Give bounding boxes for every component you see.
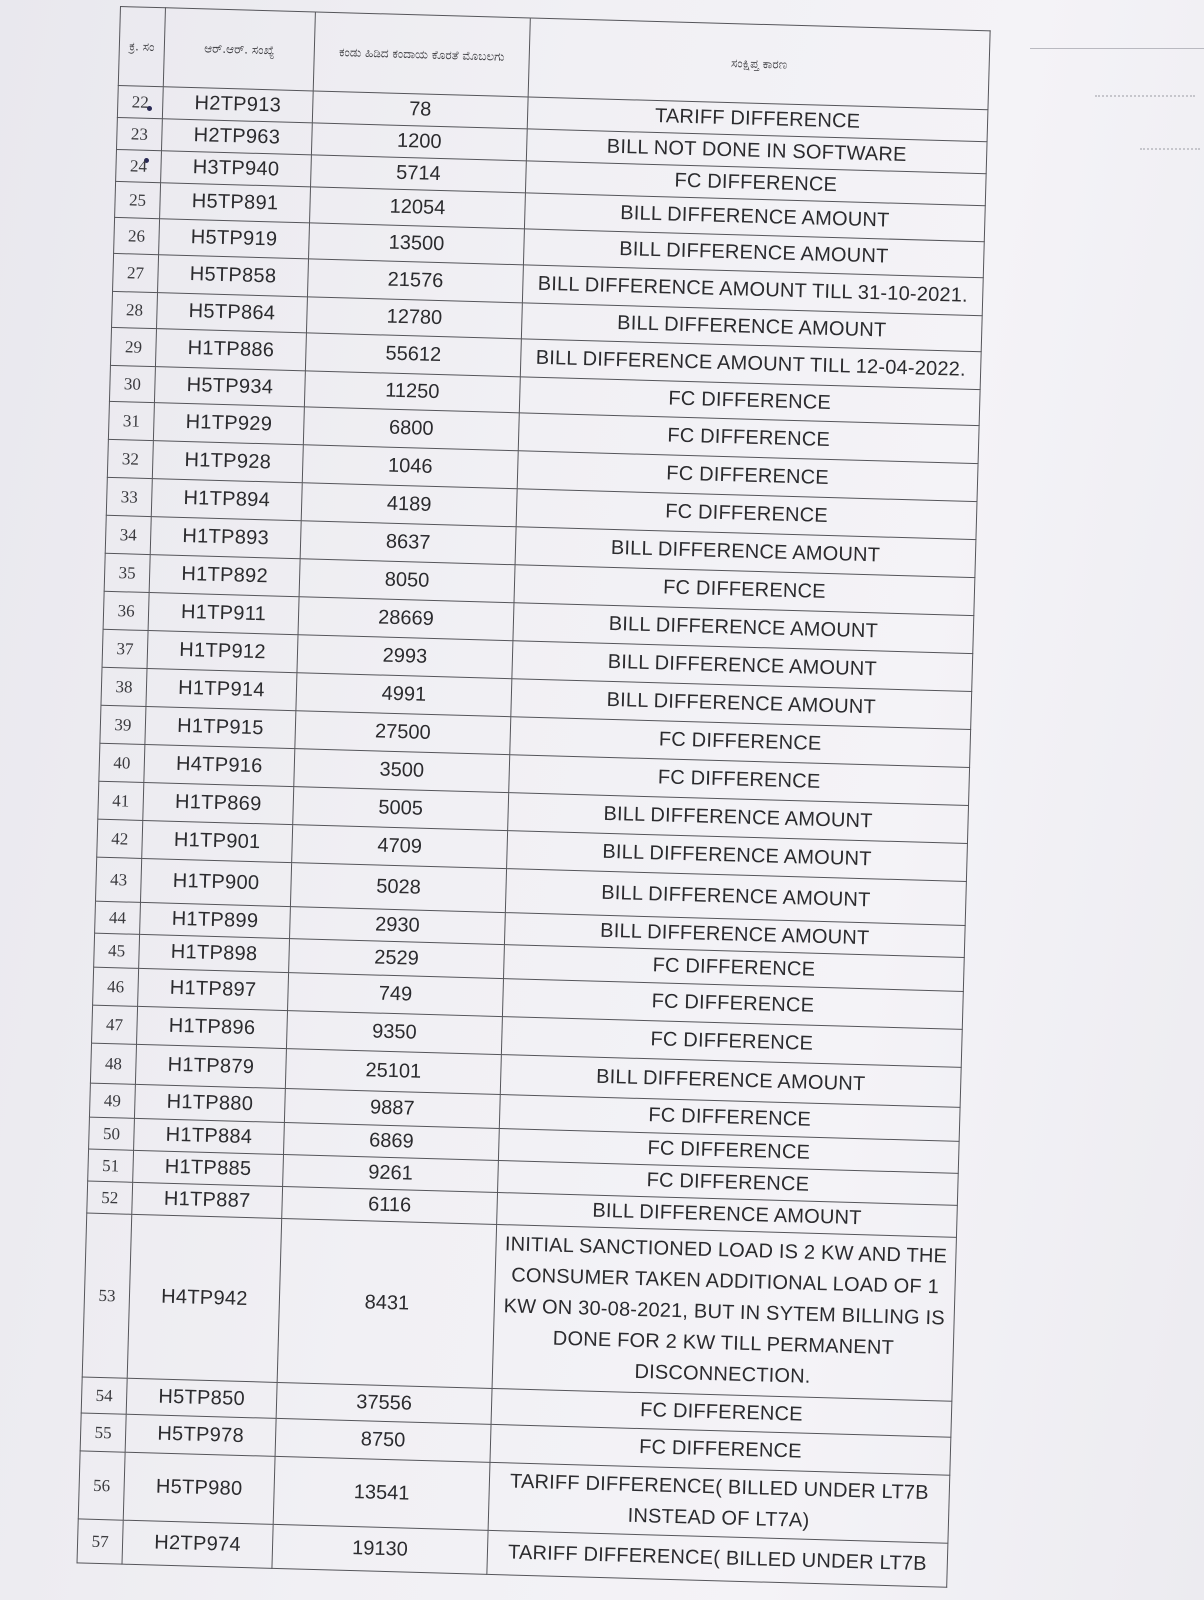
cell-sl-no: 27 (113, 253, 159, 292)
cell-sl-no: 46 (93, 967, 139, 1006)
cell-sl-no: 36 (103, 591, 149, 630)
cell-amount: 6116 (282, 1187, 498, 1225)
cell-rr-no: H1TP929 (153, 403, 304, 445)
cell-amount: 5028 (290, 863, 506, 913)
cell-reason: BILL DIFFERENCE AMOUNT TILL 31-10-2021. (522, 265, 983, 316)
cell-amount: 8431 (277, 1218, 496, 1388)
cell-rr-no: H5TP858 (158, 255, 309, 297)
cell-reason: FC DIFFERENCE (503, 945, 964, 992)
cell-sl-no: 23 (116, 117, 162, 150)
cell-sl-no: 57 (77, 1519, 123, 1564)
cell-reason: BILL DIFFERENCE AMOUNT (500, 1055, 961, 1108)
margin-dotted-line (1095, 95, 1195, 97)
cell-reason: TARIFF DIFFERENCE (527, 97, 988, 142)
cell-amount: 8750 (275, 1418, 491, 1462)
cell-rr-no: H5TP891 (160, 183, 311, 223)
cell-reason: BILL DIFFERENCE AMOUNT (521, 303, 982, 352)
cell-amount: 4991 (296, 673, 512, 717)
cell-reason: BILL DIFFERENCE AMOUNT (523, 229, 984, 278)
header-sl-no: ಕ್ರ. ಸಂ (118, 7, 165, 87)
cell-rr-no: H1TP894 (151, 479, 302, 521)
cell-amount: 9261 (283, 1155, 499, 1193)
cell-rr-no: H1TP896 (137, 1006, 288, 1048)
cell-rr-no: H4TP916 (144, 744, 295, 786)
cell-reason: BILL DIFFERENCE AMOUNT (512, 641, 973, 692)
cell-rr-no: H1TP915 (145, 706, 296, 748)
cell-rr-no: H1TP897 (138, 968, 289, 1010)
cell-reason: BILL DIFFERENCE AMOUNT TILL 12-04-2022. (520, 339, 981, 390)
cell-amount: 37556 (276, 1382, 492, 1424)
cell-amount: 9350 (286, 1011, 502, 1055)
cell-reason: TARIFF DIFFERENCE( BILLED UNDER LT7B INSTEAD OF LT7A) (488, 1462, 950, 1543)
cell-rr-no: H1TP899 (140, 902, 291, 938)
cell-amount: 4189 (301, 483, 517, 527)
cell-sl-no: 41 (98, 781, 144, 820)
cell-amount: 11250 (304, 371, 520, 413)
cell-amount: 21576 (307, 259, 523, 303)
cell-rr-no: H1TP869 (143, 782, 294, 824)
table-row (82, 1213, 956, 1401)
cell-amount: 1200 (311, 123, 527, 161)
cell-reason: FC DIFFERENCE (502, 979, 963, 1030)
cell-sl-no: 28 (112, 291, 158, 328)
cell-rr-no: H1TP911 (148, 593, 299, 635)
cell-rr-no: H5TP934 (154, 367, 305, 407)
cell-rr-no: H1TP914 (146, 669, 297, 711)
cell-reason: FC DIFFERENCE (525, 161, 986, 206)
cell-sl-no: 49 (89, 1083, 135, 1118)
cell-reason: FC DIFFERENCE (498, 1129, 959, 1174)
cell-reason: BILL DIFFERENCE AMOUNT (508, 793, 969, 844)
cell-amount: 2993 (297, 635, 513, 679)
header-rr-no: ಆರ್.ಆರ್. ಸಂಖ್ಯೆ (163, 8, 315, 91)
cell-reason: BILL DIFFERENCE AMOUNT (504, 913, 965, 958)
cell-rr-no: H1TP893 (150, 517, 301, 559)
cell-sl-no: 48 (90, 1043, 136, 1084)
cell-reason: FC DIFFERENCE (517, 451, 978, 502)
cell-rr-no: H1TP928 (152, 441, 303, 483)
cell-reason: FC DIFFERENCE (519, 377, 980, 426)
cell-rr-no: H1TP879 (135, 1044, 286, 1088)
cell-rr-no: H1TP892 (149, 555, 300, 597)
cell-amount: 2930 (290, 907, 506, 945)
cell-reason: FC DIFFERENCE (498, 1161, 959, 1206)
cell-rr-no: H2TP963 (161, 119, 312, 155)
cell-rr-no: H1TP880 (134, 1084, 285, 1122)
cell-amount: 27500 (295, 711, 511, 755)
cell-amount: 6869 (283, 1123, 499, 1161)
table-body (77, 85, 988, 1587)
cell-sl-no: 26 (114, 217, 160, 254)
cell-sl-no: 56 (78, 1451, 125, 1520)
cell-sl-no: 39 (100, 705, 146, 744)
cell-sl-no: 44 (95, 901, 141, 934)
cell-rr-no: H1TP900 (140, 858, 291, 906)
cell-reason: BILL DIFFERENCE AMOUNT (513, 603, 974, 654)
cell-rr-no: H5TP978 (125, 1414, 276, 1456)
ledger-sheet (76, 6, 990, 1588)
cell-amount: 13500 (309, 223, 525, 265)
cell-rr-no: H4TP942 (127, 1214, 282, 1382)
cell-rr-no: H1TP886 (155, 329, 306, 371)
cell-rr-no: H1TP912 (147, 631, 298, 673)
cell-reason: BILL DIFFERENCE AMOUNT (505, 869, 966, 926)
cell-sl-no: 45 (94, 933, 140, 968)
cell-sl-no: 51 (88, 1149, 134, 1182)
cell-rr-no: H5TP864 (157, 293, 308, 333)
cell-sl-no: 47 (92, 1005, 138, 1044)
cell-reason: FC DIFFERENCE (509, 755, 970, 806)
cell-amount: 3500 (294, 749, 510, 793)
cell-amount: 19130 (272, 1524, 488, 1574)
cell-sl-no: 40 (99, 743, 145, 782)
cell-reason: BILL DIFFERENCE AMOUNT (524, 193, 985, 242)
cell-amount: 6800 (303, 407, 519, 451)
cell-rr-no: H3TP940 (161, 151, 312, 187)
cell-sl-no: 30 (109, 365, 155, 402)
cell-reason: FC DIFFERENCE (490, 1424, 951, 1475)
cell-reason: FC DIFFERENCE (501, 1017, 962, 1068)
cell-sl-no: 50 (89, 1117, 135, 1150)
cell-reason: FC DIFFERENCE (516, 489, 977, 540)
cell-amount: 8637 (300, 521, 516, 565)
cell-sl-no: 52 (87, 1181, 133, 1214)
cell-amount: 12780 (306, 297, 522, 339)
cell-rr-no: H5TP980 (123, 1452, 275, 1524)
cell-sl-no: 31 (108, 401, 154, 440)
cell-reason: FC DIFFERENCE (491, 1388, 952, 1437)
cell-rr-no: H1TP884 (134, 1118, 285, 1154)
margin-dotted-line (1140, 148, 1200, 150)
cell-sl-no: 22 (117, 85, 163, 118)
cell-rr-no: H5TP850 (126, 1378, 277, 1418)
cell-rr-no: H2TP913 (162, 87, 313, 123)
cell-amount: 28669 (298, 597, 514, 641)
cell-amount: 55612 (305, 333, 521, 377)
cell-amount: 749 (288, 973, 504, 1017)
cell-reason: TARIFF DIFFERENCE( BILLED UNDER LT7B (487, 1530, 948, 1587)
cell-reason: BILL DIFFERENCE AMOUNT (507, 831, 968, 882)
cell-rr-no: H5TP919 (159, 219, 310, 259)
cell-sl-no: 53 (82, 1213, 132, 1378)
cell-amount: 5005 (293, 787, 509, 831)
cell-rr-no: H1TP887 (132, 1182, 283, 1218)
cell-reason: FC DIFFERENCE (510, 717, 971, 768)
cell-rr-no: H1TP901 (142, 820, 293, 862)
cell-amount: 8050 (299, 559, 515, 603)
cell-amount: 78 (312, 91, 528, 129)
cell-sl-no: 32 (107, 439, 153, 478)
cell-sl-no: 43 (95, 857, 141, 902)
cell-reason: BILL DIFFERENCE AMOUNT (511, 679, 972, 730)
cell-amount: 1046 (302, 445, 518, 489)
cell-amount: 25101 (285, 1049, 501, 1095)
cell-reason: BILL NOT DONE IN SOFTWARE (526, 129, 987, 174)
cell-sl-no: 25 (115, 181, 161, 218)
cell-reason: FC DIFFERENCE (499, 1095, 960, 1142)
cell-reason: BILL DIFFERENCE AMOUNT (497, 1193, 958, 1238)
cell-sl-no: 37 (102, 629, 148, 668)
header-reason: ಸಂಕ್ಷಿಪ್ತ ಕಾರಣ (528, 18, 990, 110)
cell-reason: INITIAL SANCTIONED LOAD IS 2 KW AND THE CONSUMER TAKEN ADDITIONAL LOAD OF 1 KW ON 30-08-2021, BUT IN SYTEM BILLING IS DONE FOR 2 KW TILL PERMANENT DISCONNECTION. (492, 1224, 956, 1401)
cell-sl-no: 42 (97, 819, 143, 858)
cell-sl-no: 55 (80, 1413, 126, 1452)
cell-sl-no: 33 (106, 477, 152, 516)
cell-sl-no: 34 (105, 515, 151, 554)
cell-rr-no: H2TP974 (122, 1520, 273, 1568)
cell-amount: 4709 (292, 825, 508, 869)
cell-sl-no: 24 (116, 149, 162, 182)
cell-reason: FC DIFFERENCE (518, 413, 979, 464)
cell-rr-no: H1TP898 (139, 934, 290, 972)
cell-amount: 5714 (311, 155, 527, 193)
cell-amount: 13541 (273, 1456, 490, 1530)
cell-sl-no: 38 (101, 667, 147, 706)
cell-reason: BILL DIFFERENCE AMOUNT (515, 527, 976, 578)
cell-amount: 9887 (284, 1089, 500, 1129)
cell-reason: FC DIFFERENCE (514, 565, 975, 616)
cell-sl-no: 29 (110, 327, 156, 366)
cell-amount: 2529 (289, 939, 505, 979)
header-amount: ಕಂಡು ಹಿಡಿದ ಕಂದಾಯ ಕೊರತೆ ಮೊಬಲಗು (313, 12, 530, 97)
cell-sl-no: 35 (104, 553, 150, 592)
cell-sl-no: 54 (81, 1377, 127, 1414)
cell-amount: 12054 (310, 187, 526, 229)
revenue-shortfall-table (76, 6, 990, 1588)
margin-rule (1030, 48, 1204, 49)
cell-rr-no: H1TP885 (133, 1150, 284, 1186)
